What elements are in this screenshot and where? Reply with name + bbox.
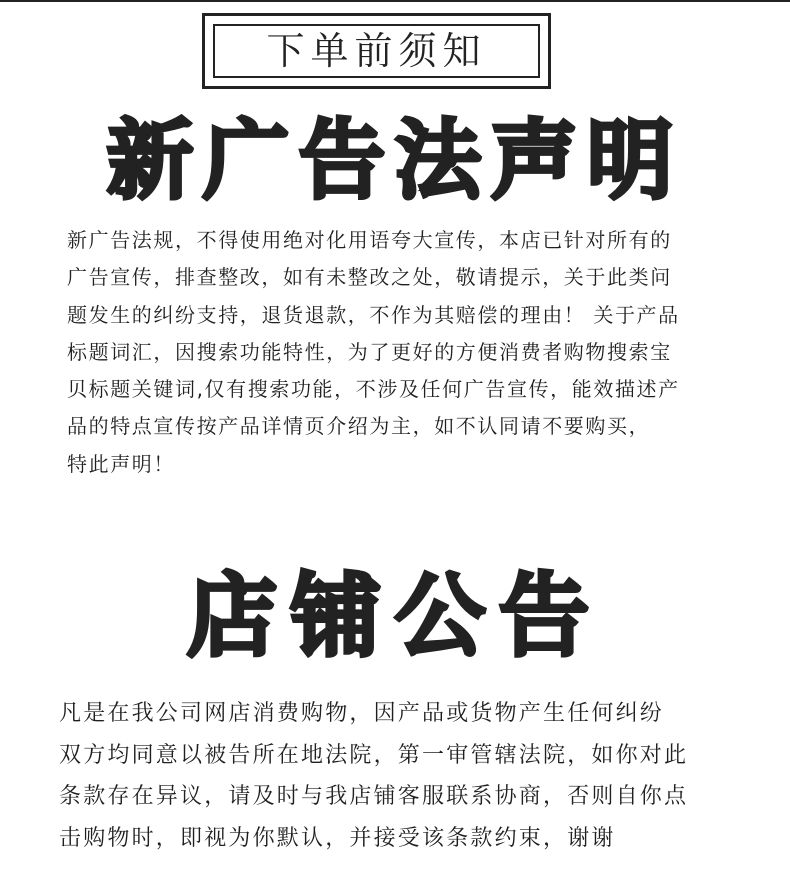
ad-law-line: 标题词汇，因搜索功能特性，为了更好的方便消费者购物搜索宝 xyxy=(67,339,672,364)
ad-law-heading: 新广告法声明 xyxy=(107,111,683,211)
store-notice-paragraph xyxy=(59,693,759,859)
ad-law-line: 题发生的纠纷支持，退货退款，不作为其赔偿的理由！ 关于产品 xyxy=(67,302,680,327)
store-notice-line: 击购物时，即视为你默认，并接受该条款约束，谢谢 xyxy=(59,825,616,851)
ad-law-line: 特此声明！ xyxy=(67,451,175,476)
store-notice-line: 条款存在异议，请及时与我店铺客服联系协商，否则自你点 xyxy=(59,784,689,809)
ad-law-line: 新广告法规，不得使用绝对化用语夸大宣传，本店已针对所有的 xyxy=(67,228,672,252)
ad-law-line: 贝标题关键词,仅有搜索功能，不涉及任何广告宣传，能效描述产 xyxy=(67,377,680,402)
ad-law-paragraph xyxy=(67,222,727,483)
notice-badge-inner-frame xyxy=(213,24,540,78)
ad-law-line: 品的特点宣传按产品详情页介绍为主，如不认同请不要购买， xyxy=(67,414,651,439)
top-divider xyxy=(0,0,790,2)
store-notice-line: 凡是在我公司网店消费购物，因产品或货物产生任何纠纷 xyxy=(59,701,665,726)
ad-law-line: 广告宣传，排查整改，如有未整改之处，敬请提示，关于此类问 xyxy=(67,265,672,290)
store-notice-heading: 店铺公告 xyxy=(187,564,603,669)
notice-badge-title: 下单前须知 xyxy=(266,29,487,73)
notice-badge xyxy=(202,13,551,89)
store-notice-line: 双方均同意以被告所在地法院，第一审管辖法院，如你对此 xyxy=(59,742,689,768)
